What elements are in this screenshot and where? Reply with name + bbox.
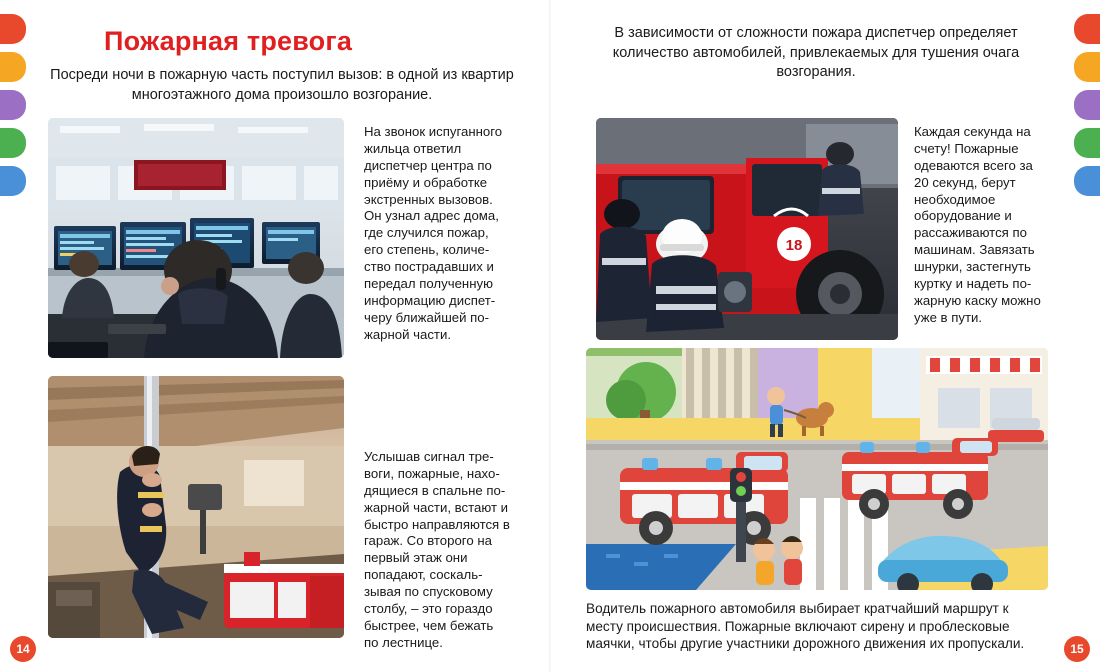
caption-driver-route: Водитель пожарного автомобиля выбирает кратчайший маршрут к месту происшествия. Пожарные включают сирену и проблесковые маячки, чтобы другие участники дорожного движения их пропускали. [586, 601, 1025, 652]
page-gutter [549, 0, 551, 672]
color-tab-5 [0, 166, 26, 196]
photo-firefighter-sliding-pole [48, 376, 344, 638]
color-tab-2 [1074, 52, 1100, 82]
illustration-street-art [586, 348, 1048, 590]
lead-paragraph-right: В зависимости от сложности пожара диспетчер определяет количество автомобилей, привлекаемых для тушения очага возгорания. [612, 25, 1020, 81]
color-tabs-left [0, 14, 26, 196]
color-tab-5 [1074, 166, 1100, 196]
color-tab-4 [1074, 128, 1100, 158]
caption-gear-up: Каждая секунда на счету! Пожарные одеваются всего за 20 секунд, берут необходимое оборудование и рассаживаются по машинам. Завязать шнурки, застегнуть куртку и надеть пожарную каску можно уже в пути. [914, 124, 1041, 325]
color-tab-3 [0, 90, 26, 120]
color-tab-1 [0, 14, 26, 44]
lead-paragraph-left: Посреди ночи в пожарную часть поступил вызов: в одной из квартир многоэтажного дома произошло возгорание. [50, 67, 514, 103]
color-tab-2 [0, 52, 26, 82]
photo-firefighters-boarding-truck [596, 118, 898, 340]
page-title: Пожарная тревога [104, 26, 353, 56]
photo-dispatcher-center-art [48, 118, 344, 358]
color-tabs-right [1074, 14, 1100, 196]
color-tab-3 [1074, 90, 1100, 120]
page-number-right: 15 [1064, 636, 1090, 662]
color-tab-1 [1074, 14, 1100, 44]
caption-alarm-sleeping: Услышав сигнал тревоги, пожарные, находящиеся в спальне пожарной части, встают и быстро направляются в гараж. Со второго на первый этаж они попадают, соскальзывая по спусковому столбу, – это гораздо быстрее, чем бежать по лестнице. [364, 449, 510, 650]
illustration-fire-trucks-on-street [586, 348, 1048, 590]
caption-dispatcher: На звонок испуганного жильца ответил диспетчер центра по приёму и обработке экстренных вызовов. Он узнал адрес дома, где случился пожар, его степень, количество пострадавших и передал полученную информацию диспетчеру ближайшей пожарной части. [364, 124, 503, 342]
svg-text:18: 18 [785, 237, 803, 254]
page-number-left: 14 [10, 636, 36, 662]
photo-firefighters-boarding-truck-art [596, 118, 898, 340]
color-tab-4 [0, 128, 26, 158]
photo-firefighter-sliding-pole-art [48, 376, 344, 638]
photo-dispatcher-center [48, 118, 344, 358]
